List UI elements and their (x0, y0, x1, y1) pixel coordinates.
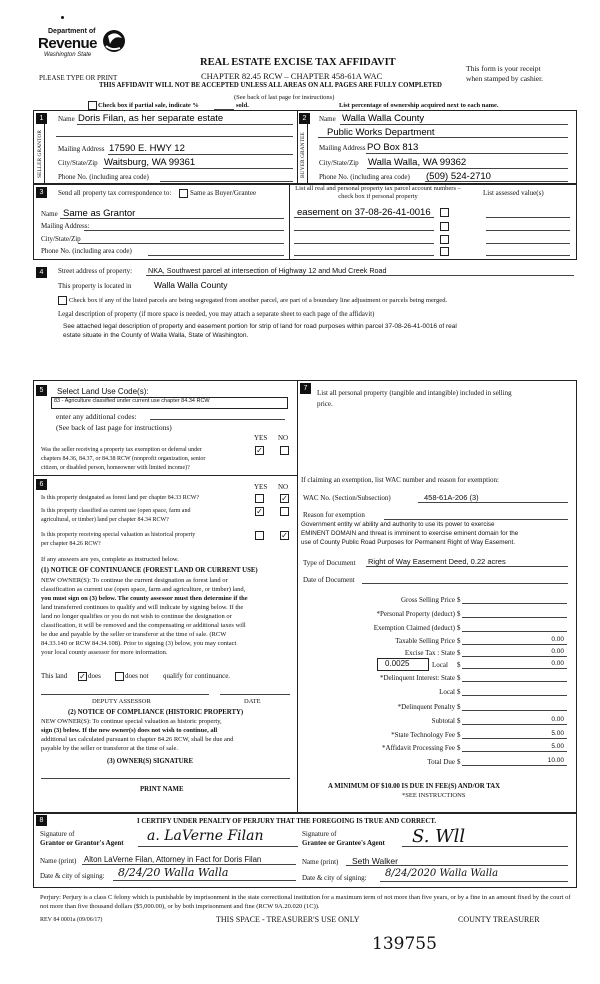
q-current-use-2: agricultural, or timber) land per chapter 84.34 RCW? (41, 517, 169, 523)
historic-no-checkbox[interactable]: ✓ (281, 531, 288, 540)
located-county[interactable]: Walla Walla County (154, 280, 228, 290)
sig-grantee-label-1: Signature of (302, 830, 337, 838)
does-label: does (88, 672, 101, 680)
personal-deduct-field[interactable] (462, 617, 567, 618)
personal-deduct-label: *Personal Property (deduct) (376, 610, 455, 618)
land-use-label: Select Land Use Code(s): (57, 387, 149, 396)
exemption-claim-label: If claiming an exemption, list WAC number and reason for exemption: (301, 476, 499, 484)
notice-1-line-7: be due and payable by the seller or transferor at the time of sale. (RCW (41, 631, 227, 638)
delinq-penalty-dollar: $ (457, 703, 461, 711)
delinq-interest-field[interactable] (462, 681, 567, 682)
total-due-dollar: $ (457, 758, 461, 766)
corr-name-label: Name (41, 210, 58, 218)
grantor-date-label: Date & city of signing: (40, 872, 105, 880)
corr-city-label: City/State/Zip (41, 235, 81, 243)
date-doc-label: Date of Document (303, 576, 355, 584)
exemption-no-checkbox[interactable] (280, 446, 289, 455)
receipt-note-2: when stamped by cashier. (466, 74, 544, 83)
receipt-note-1: This form is your receipt (466, 64, 541, 73)
segregated-label: Check box if any of the listed parcels are being segregated from another parcel, are part of a boundary line adjustment or parcels being merged. (69, 297, 448, 304)
subtotal-label: Subtotal (431, 717, 455, 725)
wac-value[interactable]: 458-61A-206 (3) (424, 493, 479, 502)
local-rate-value: 0.0025 (385, 659, 410, 668)
notice-1-line-9: your local county assessor for more information. (41, 649, 168, 656)
buyer-mail-label: Mailing Address (319, 144, 366, 152)
buyer-phone[interactable]: (509) 524-2710 (426, 171, 491, 182)
notice-1-line-4: land transferred continues to qualify and will indicate by signing below. If the (41, 604, 244, 611)
see-back-note: (See back of last page for instructions) (234, 94, 335, 101)
grantee-signature[interactable]: S. Wll (412, 826, 466, 847)
taxable-label: Taxable Selling Price (395, 637, 455, 645)
notice-2-title: (2) NOTICE OF COMPLIANCE (HISTORIC PROPERTY) (68, 709, 244, 716)
excise-state-value[interactable]: 0.00 (551, 648, 564, 655)
buyer-city-label: City/State/Zip (319, 159, 359, 167)
grantee-date-label: Date & city of signing: (302, 874, 367, 882)
type-or-print: PLEASE TYPE OR PRINT (39, 74, 118, 82)
historic-yes-checkbox[interactable] (255, 531, 264, 540)
notice-1-line-5: land no longer qualifies or you do not wish to continue the designation or (41, 613, 232, 620)
logo-name: Revenue (38, 35, 98, 52)
list-pct-note: List percentage of ownership acquired next to each name. (339, 102, 499, 109)
section-2-number: 2 (299, 113, 310, 124)
reason-line-2[interactable]: EMINENT DOMAIN and threat is imminent to exercise eminent domain for the (301, 530, 519, 537)
no-header-6: NO (278, 483, 289, 491)
parcel-1-checkbox[interactable] (440, 208, 449, 217)
county-treasurer: COUNTY TREASURER (458, 915, 540, 924)
sig-grantor-label-1: Signature of (40, 830, 75, 838)
corr-city-field[interactable] (78, 243, 284, 244)
see-instructions-note: *SEE INSTRUCTIONS (402, 792, 466, 799)
same-as-buyer-label: Same as Buyer/Grantee (190, 189, 257, 197)
delinq-local-field[interactable] (462, 695, 567, 696)
street-address[interactable]: NKA, Southwest parcel at intersection of Highway 12 and Mud Creek Road (148, 266, 387, 275)
personal-prop-label-2: price. (317, 400, 333, 408)
located-label: This property is located in (58, 282, 132, 290)
grantor-print-name[interactable]: Alton LaVerne Filan, Attorney in Fact for Doris Filan (84, 855, 262, 864)
parcel-2-checkbox[interactable] (440, 222, 449, 231)
parcel-2[interactable] (294, 230, 434, 231)
qualify-label: qualify for continuance. (163, 672, 231, 680)
forest-no-checkbox[interactable]: ✓ (281, 494, 288, 503)
notice-1-line-3: you must sign on (3) below. The county assessor must then determine if the (41, 595, 248, 602)
notice-2-line-3: additional tax calculated pursuant to chapter 84.26 RCW, shall be due and (41, 736, 234, 743)
current-use-yes-checkbox[interactable]: ✓ (256, 507, 263, 516)
minimum-note: A MINIMUM OF $10.00 IS DUE IN FEE(S) AND/OR TAX (328, 783, 501, 790)
no-header-5: NO (278, 434, 289, 442)
street-label: Street address of property: (58, 267, 133, 275)
does-not-label: does not (125, 672, 149, 680)
reason-line-1[interactable]: Government entity w/ ability and authority to use its power to exercise (301, 521, 495, 528)
q-exemption-2: chapters 84.36, 84.37, or 84.38 RCW (nonprofit organization, senior (41, 456, 206, 462)
current-use-no-checkbox[interactable] (280, 507, 289, 516)
personal-prop-label-1: List all personal property (tangible and intangible) included in selling (317, 389, 512, 397)
buyer-name-2[interactable]: Public Works Department (327, 127, 435, 138)
deputy-assessor-label: DEPUTY ASSESSOR (92, 698, 151, 705)
wac-label: WAC No. (Section/Subsection) (303, 494, 391, 502)
seller-phone-label: Phone No. (including area code) (58, 173, 149, 181)
land-use-value: 83 - Agriculture classified under current use chapter 84.34 RCW (54, 398, 210, 404)
affidavit-fee-label: *Affidavit Processing Fee (382, 744, 455, 752)
assessed-2[interactable] (486, 230, 570, 231)
notice-1-title: (1) NOTICE OF CONTINUANCE (FOREST LAND OR CURRENT USE) (41, 567, 258, 574)
section-5-number: 5 (36, 385, 47, 396)
delinq-interest-dollar: $ (457, 674, 461, 682)
partial-sale-checkbox[interactable] (88, 101, 97, 110)
corr-name[interactable]: Same as Grantor (63, 208, 136, 219)
corr-mail-field[interactable] (84, 230, 284, 231)
seller-name[interactable]: Doris Filan, as her separate estate (78, 113, 224, 124)
notice-1-line-2: classification as current use (open space, farm and agriculture, or timber) land, (41, 586, 246, 593)
seller-mail-label: Mailing Address (58, 145, 105, 153)
assessed-4[interactable] (486, 255, 570, 256)
q-historic-2: per chapter 84.26 RCW? (41, 541, 101, 547)
delinq-penalty-label: *Delinquent Penalty (397, 703, 455, 711)
yes-header-5: YES (254, 434, 268, 442)
notice-1-line-1: NEW OWNER(S): To continue the current designation as forest land or (41, 577, 228, 584)
delinq-local-dollar: $ (457, 688, 461, 696)
buyer-phone-label: Phone No. (including area code) (319, 173, 410, 181)
tech-fee-dollar: $ (457, 731, 461, 739)
seller-name-label: Name (58, 115, 75, 123)
q-exemption-3: citizen, or disabled person, homeowner with limited income)? (41, 465, 190, 471)
additional-codes-field[interactable] (150, 419, 285, 420)
yes-header-6: YES (254, 483, 268, 491)
owner-signature-field[interactable] (41, 778, 290, 779)
delinq-local-label: Local (439, 688, 455, 696)
gross-field[interactable] (462, 603, 567, 604)
same-as-buyer-checkbox[interactable] (179, 189, 188, 198)
owner-signature-title: (3) OWNER(S) SIGNATURE (107, 758, 193, 765)
legal-desc-2[interactable]: estate situate in the County of Walla Walla, State of Washington. (63, 332, 249, 339)
parcel-4-checkbox[interactable] (440, 247, 449, 256)
grantor-date-handwritten[interactable]: 8/24/20 Walla Walla (118, 866, 229, 879)
parcel-header: List all real and personal property tax parcel account numbers – check box if personal property (295, 185, 461, 200)
exemption-yes-checkbox[interactable]: ✓ (256, 446, 263, 455)
seller-side-label: SELLER GRANTOR (37, 129, 43, 178)
assessed-3[interactable] (486, 243, 570, 244)
corr-phone-field[interactable] (148, 255, 284, 256)
rev-number: REV 84 0001a (09/06/17) (40, 917, 103, 923)
excise-state-label: Excise Tax : State (404, 649, 455, 657)
type-doc-label: Type of Document (303, 559, 356, 567)
delinq-interest-label: *Delinquent Interest: State (379, 674, 455, 682)
certify-statement: I CERTIFY UNDER PENALTY OF PERJURY THAT THE FOREGOING IS TRUE AND CORRECT. (137, 818, 437, 825)
reason-label: Reason for exemption (303, 511, 365, 519)
parcel-4[interactable] (294, 255, 434, 256)
affidavit-fee-dollar: $ (457, 744, 461, 752)
gross-label: Gross Selling Price (400, 596, 455, 604)
deputy-assessor-sign[interactable] (41, 694, 209, 695)
q-forest: Is this property designated as forest land per chapter 84.33 RCW? (41, 495, 200, 501)
taxable-value[interactable]: 0.00 (551, 636, 564, 643)
segregated-checkbox[interactable] (58, 296, 67, 305)
grantee-print-name[interactable]: Seth Walker (352, 856, 398, 866)
this-land-label: This land (41, 672, 68, 680)
assessed-1[interactable] (486, 217, 570, 218)
date-label-6: DATE (244, 698, 261, 705)
section-7-number: 7 (300, 383, 311, 394)
corr-mail-label: Mailing Address: (41, 222, 90, 230)
corr-phone-label: Phone No. (including area code) (41, 247, 132, 255)
additional-codes-label: enter any additional codes: (56, 412, 137, 421)
section-3-number: 3 (36, 187, 47, 198)
buyer-name-1[interactable]: Walla Walla County (342, 113, 425, 124)
forest-yes-checkbox[interactable] (255, 494, 264, 503)
assessor-date-field[interactable] (220, 694, 290, 695)
exemption-deduct-label: Exemption Claimed (deduct) (373, 624, 455, 632)
gross-dollar: $ (457, 596, 461, 604)
section-1-number: 1 (36, 113, 47, 124)
section-6-number: 6 (36, 479, 47, 490)
seller-mail[interactable]: 17590 E. HWY 12 (109, 143, 185, 154)
section-8-number: 8 (36, 815, 47, 826)
sig-grantor-label-2: Grantor or Grantor's Agent (40, 839, 124, 847)
taxable-dollar: $ (457, 637, 461, 645)
notice-1-line-8: 84.33.140 or RCW 84.34.108). Prior to signing (3) below, you may contact (41, 640, 237, 647)
excise-state-dollar: $ (457, 649, 461, 657)
q-exemption-1: Was the seller receiving a property tax exemption or deferral under (41, 447, 202, 453)
tech-fee-label: *State Technology Fee (391, 731, 455, 739)
logo (38, 26, 130, 66)
q-current-use-1: Is this property classified as current use (open space, farm and (41, 508, 191, 514)
does-checkbox[interactable]: ✓ (79, 672, 86, 681)
partial-pct-field[interactable] (214, 101, 234, 110)
treasurer-space: THIS SPACE - TREASURER'S USE ONLY (216, 915, 360, 924)
seller-phone-field[interactable] (160, 181, 293, 182)
notice-2-line-2: sign (3) below. If the new owner(s) does not wish to continue, all (41, 727, 218, 734)
grantor-signature[interactable]: a. LaVerne Filan (147, 828, 264, 844)
scan-dot (61, 16, 64, 19)
total-due-label: Total Due (427, 758, 455, 766)
logo-dept: Department of (48, 28, 96, 35)
form-subtitle: CHAPTER 82.45 RCW – CHAPTER 458-61A WAC (201, 71, 383, 81)
send-correspondence-label: Send all property tax correspondence to: (58, 189, 172, 197)
local-value[interactable]: 0.00 (551, 660, 564, 667)
grantee-date-handwritten[interactable]: 8/24/2020 Walla Walla (385, 868, 499, 879)
buyer-name-label: Name (319, 115, 336, 123)
perjury-note: Perjury: Perjury is a class C felony which is punishable by imprisonment in the state correctional institution for a maximum term of not more than five years, or by a fine in an amount fixed by the court of not more than five thousand dollars ($5,000.00), or by both imprisonment and fine (RCW 9A.20.020 (1C)). (40, 894, 571, 910)
partial-sale-label: Check box if partial sale, indicate % (98, 102, 199, 109)
print-name-label: PRINT NAME (140, 786, 184, 793)
sold-label: sold. (236, 102, 249, 109)
not-accepted-note: THIS AFFIDAVIT WILL NOT BE ACCEPTED UNLESS ALL AREAS ON ALL PAGES ARE FULLY COMPLETED (99, 82, 442, 89)
does-not-checkbox[interactable] (115, 672, 124, 681)
local-dollar: $ (457, 661, 461, 669)
if-yes-note: If any answers are yes, complete as instructed below. (41, 556, 179, 563)
form-title: REAL ESTATE EXCISE TAX AFFIDAVIT (200, 57, 396, 68)
seller-city[interactable]: Waitsburg, WA 99361 (104, 157, 196, 168)
legal-desc-1[interactable]: See attached legal description of property and easement portion for strip of land for road purposes within parcel 37-08-26-41-0016 of real (63, 323, 457, 330)
exemption-deduct-field[interactable] (462, 631, 567, 632)
stamp-number: 139755 (372, 934, 437, 954)
buyer-city[interactable]: Walla Walla, WA 99362 (368, 157, 467, 168)
reason-line-3[interactable]: use of County Public Road Purposes for Permanent Right of Way Easement. (301, 539, 515, 546)
seller-city-label: City/State/Zip (58, 159, 98, 167)
notice-2-line-4: payable by the seller or transferor at the time of sale. (41, 745, 178, 752)
type-doc-value[interactable]: Right of Way Easement Deed, 0.22 acres (368, 557, 506, 566)
grantee-name-label: Name (print) (302, 858, 339, 866)
sig-grantee-label-2: Grantee or Grantee's Agent (302, 839, 385, 847)
section-4-number: 4 (36, 267, 47, 278)
assessed-header: List assessed value(s) (483, 189, 544, 197)
legal-label: Legal description of property (if more space is needed, you may attach a separate sheet to each page of the affidavit) (58, 311, 375, 318)
exemption-dollar: $ (457, 624, 461, 632)
parcel-3-checkbox[interactable] (440, 235, 449, 244)
tech-fee-value[interactable]: 5.00 (551, 730, 564, 737)
buyer-mail[interactable]: PO Box 813 (367, 142, 419, 153)
total-due-value[interactable]: 10.00 (547, 757, 564, 764)
affidavit-fee-value[interactable]: 5.00 (551, 743, 564, 750)
q-historic-1: Is this property receiving special valuation as historical property (41, 532, 196, 538)
see-back-5: (See back of last page for instructions) (56, 423, 172, 432)
delinq-penalty-field[interactable] (462, 710, 567, 711)
parcel-1[interactable]: easement on 37-08-26-41-0016 (297, 207, 431, 218)
grantor-name-label: Name (print) (40, 857, 77, 865)
logo-state: Washington State (44, 52, 92, 58)
buyer-side-label: BUYER GRANTEE (300, 132, 306, 178)
notice-1-line-6: classification, it will be removed and the compensating or additional taxes will (41, 622, 246, 629)
personal-dollar: $ (457, 610, 461, 618)
notice-2-line-1: NEW OWNER(S): To continue special valuation as historic property, (41, 718, 222, 725)
parcel-3[interactable] (294, 243, 434, 244)
subtotal-value[interactable]: 0.00 (551, 716, 564, 723)
date-doc-field[interactable] (362, 583, 568, 584)
local-label: Local (432, 661, 448, 669)
subtotal-dollar: $ (457, 717, 461, 725)
